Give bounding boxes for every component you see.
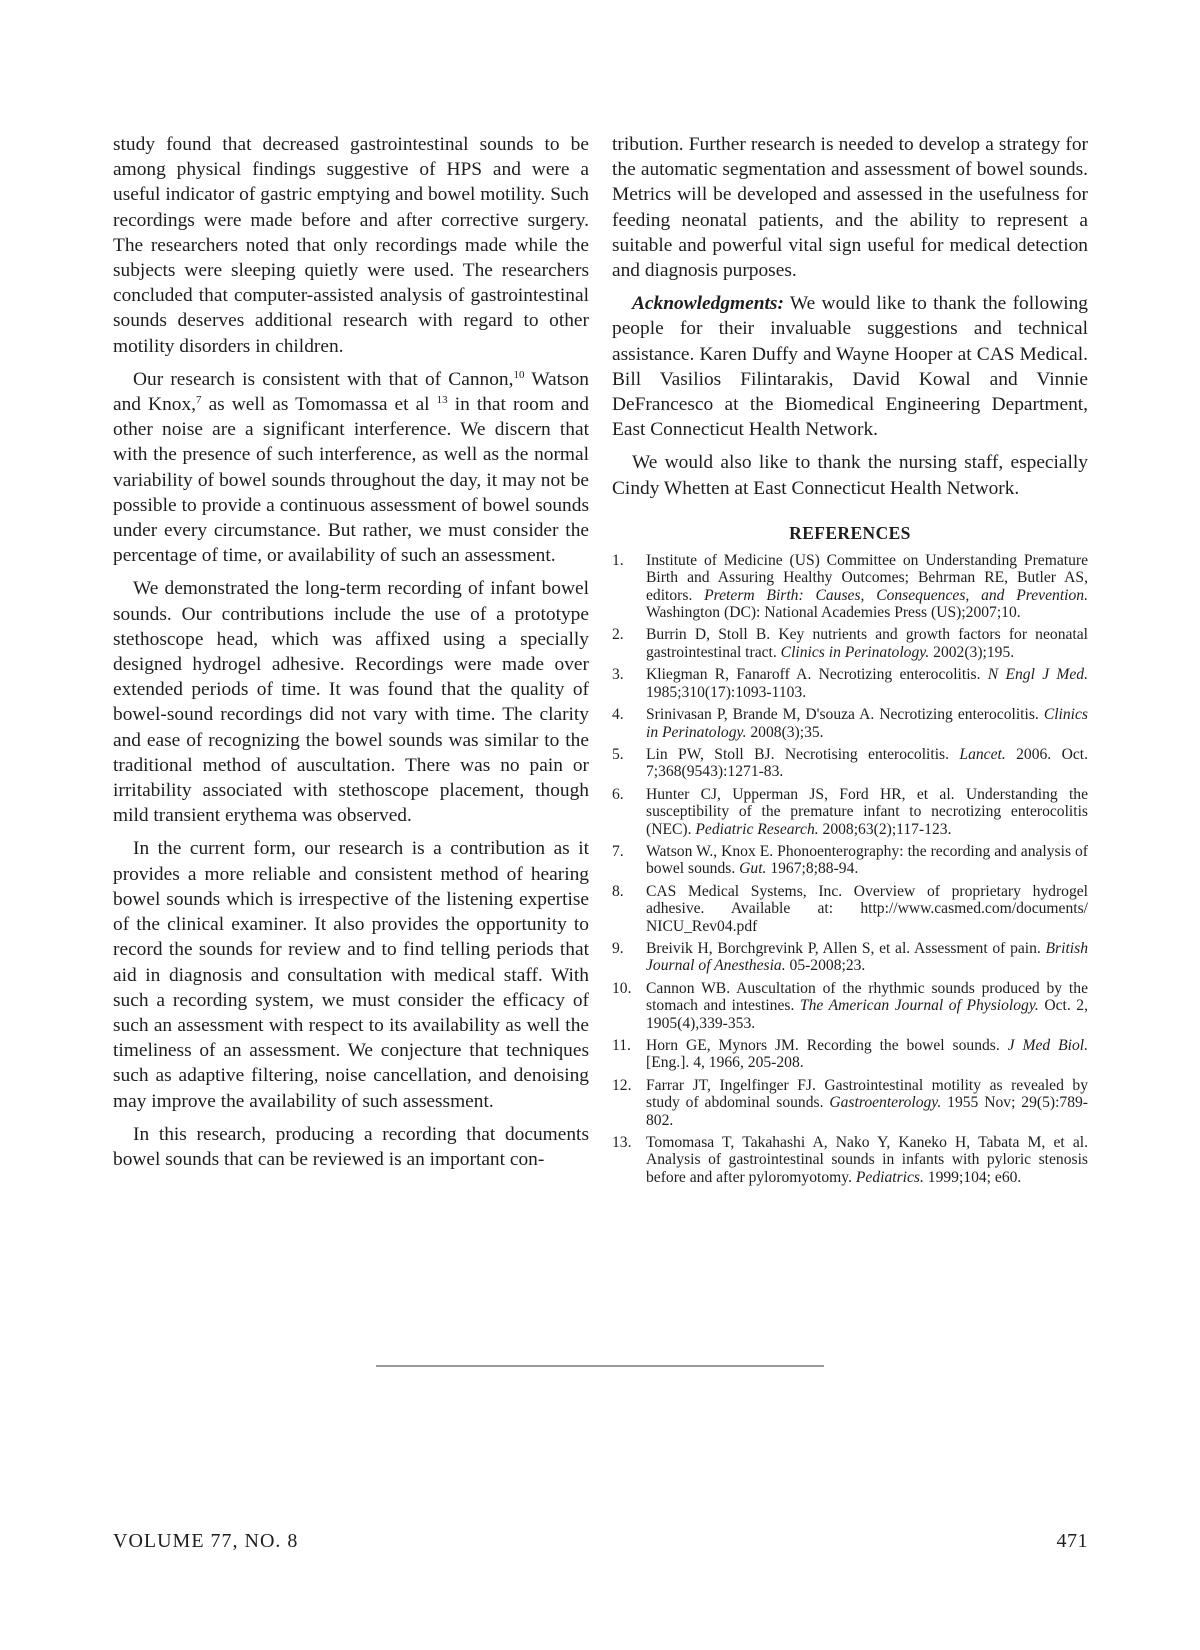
reference-text: Kliegman R, Fanaroff A. Necrotizing enterocolitis. [646,666,988,684]
reference-source-title: J Med Biol. [1007,1037,1088,1054]
reference-text: Srinivasan P, Brande M, D'souza A. Necrotizing enterocolitis. [646,706,1044,724]
reference-source-title: Pediatrics. [855,1168,924,1186]
reference-item [612,786,1088,838]
body-paragraph [113,367,589,569]
reference-text: Watson W., Knox E. Phonoenterography: the recording and analysis of bowel sounds. [646,842,1088,878]
reference-number: 10. [612,979,632,997]
reference-item [612,843,1088,878]
section-divider [376,1365,824,1367]
references-list [612,552,1088,1186]
reference-details: 2008;63(2);117-123. [818,820,952,838]
reference-item [612,1037,1088,1072]
reference-source-title: Lancet. [959,745,1006,763]
reference-number: 2. [612,626,624,644]
page-number: 471 [1056,1530,1088,1552]
reference-item [612,1134,1088,1186]
references-heading: REFERENCES [789,522,911,543]
reference-item [612,706,1088,741]
body-paragraph: We would also like to thank the nursing staff, especially Cindy Whetten at East Connecticut Health Network. [612,452,1088,499]
reference-number: 9. [612,939,624,957]
reference-number: 13. [612,1134,632,1152]
reference-item [612,746,1088,781]
reference-details: 2006. Oct. 7;368(9543):1271-83. [646,745,1089,781]
reference-number: 3. [612,666,624,684]
reference-details: Washington (DC): National Academies Press (US);2007;10. [646,604,1021,622]
reference-details: 2002(3);195. [929,643,1015,661]
reference-details: 2008(3);35. [746,723,824,741]
citation-superscript: 10 [513,368,525,381]
text-run: as well as Tomomassa et al [201,394,437,416]
reference-text: Cannon WB. Auscultation of the rhythmic sounds produced by the stomach and intestines. [646,979,1088,1015]
text-run: Our research is consistent with that of Cannon, [133,368,514,390]
reference-item [612,980,1088,1032]
reference-details: 1985;310(17):1093-1103. [646,683,807,701]
reference-text: Burrin D, Stoll B. Key nutrients and growth factors for neonatal gastrointestinal tract. [646,626,1088,661]
reference-text: Lin PW, Stoll BJ. Necrotising enterocolitis. [646,745,960,763]
reference-details: 1999;104; e60. [923,1168,1022,1186]
reference-item [612,626,1088,661]
reference-number: 11. [612,1037,631,1054]
left-column [113,132,589,1172]
reference-source-title: N Engl J Med. [987,666,1089,684]
text-run: Watson and Knox, [113,368,589,416]
reference-item [612,552,1088,622]
reference-source-title: Clinics in Perinatology. [780,643,930,661]
citation-superscript: 7 [196,394,202,407]
reference-item [612,883,1088,935]
reference-number: 12. [612,1076,632,1094]
reference-number: 4. [612,706,624,724]
right-column [612,132,1088,1191]
reference-source-title: British Journal of Anesthesia. [646,939,1088,975]
reference-text: Hunter CJ, Upperman JS, Ford HR, et al. Understanding the susceptibility of the premature infant to necrotizing enterocolitis (NEC). [646,785,1088,838]
reference-text: Tomomasa T, Takahashi A, Nako Y, Kaneko H, Tabata M, et al. Analysis of gastrointestinal sounds in infants with pyloric stenosis before and after pyloromyotomy. [646,1134,1088,1186]
reference-details: 05-2008;23. [785,957,866,975]
reference-item [612,666,1088,701]
reference-number: 7. [612,842,624,860]
text-run: in that room and other noise are a significant interference. We discern that with the presence of such interference, as well as the normal variability of bowel sounds throughout the day, it may not be possible to provide a continuous assessment of bowel sounds under every circumstance. But rather, we must consider the percentage of time, or availability of such an assessment. [113,394,589,567]
reference-number: 1. [612,551,624,569]
body-paragraph: We demonstrated the long-term recording of infant bowel sounds. Our contributions include the use of a prototype stethoscope head, which was affixed using a specially designed hydrogel adhesive. Recordings were made over extended periods of time. It was found that the quality of bowel-sound recordings did not vary with time. The clarity and ease of recognizing the bowel sounds was similar to the traditional method of auscultation. There was no pain or irritability associated with stethoscope placement, though mild transient erythema was observed. [113,578,589,827]
reference-text: CAS Medical Systems, Inc. Overview of proprietary hydrogel adhesive. Available at: http://www.casmed.com/documents/ NICU_Rev04.pdf [646,882,1088,935]
reference-number: 5. [612,745,624,763]
reference-source-title: Pediatric Research. [695,820,819,838]
reference-source-title: Gastroenterology. [829,1094,942,1112]
acknowledgments-label: Acknowledgments: [632,293,784,315]
reference-text: Horn GE, Mynors JM. Recording the bowel sounds. [646,1037,1008,1054]
reference-details: [Eng.]. 4, 1966, 205-208. [646,1054,804,1072]
reference-number: 8. [612,882,624,900]
reference-source-title: Preterm Birth: Causes, Consequences, and Prevention. [704,586,1088,604]
acknowledgments-paragraph [612,291,1088,442]
reference-text: Institute of Medicine (US) Committee on Understanding Premature Birth and Assuring Healthy Outcomes; Behrman RE, Butler AS, editors. [646,551,1088,604]
reference-item [612,940,1088,975]
reference-details: Oct. 2, 1905(4),339-353. [646,997,1088,1032]
reference-number: 6. [612,785,624,803]
citation-superscript: 13 [436,394,448,407]
body-paragraph: tribution. Further research is needed to develop a strategy for the automatic segmentation and assessment of bowel sounds. Metrics will be developed and assessed in the usefulness for feeding neonatal patients, and the ability to represent a suitable and powerful vital sign useful for medical detection and diagnosis purposes. [612,134,1088,282]
reference-source-title: The American Journal of Physiology. [799,997,1039,1015]
reference-text: Farrar JT, Ingelfinger FJ. Gastrointestinal motility as revealed by study of abdominal sounds. [646,1076,1088,1112]
reference-details: 1967;8;88-94. [766,860,859,878]
reference-text: Breivik H, Borchgrevink P, Allen S, et al. Assessment of pain. [646,939,1046,957]
body-paragraph: study found that decreased gastrointestinal sounds to be among physical findings suggestive of HPS and were a useful indicator of gastric emptying and bowel motility. Such recordings were made before and after corrective surgery. The researchers noted that only recordings made while the subjects were sleeping quietly were used. The researchers concluded that computer-assisted analysis of gastrointestinal sounds deserves additional research with regard to other motility disorders in children. [113,134,589,357]
acknowledgments-text: We would like to thank the following people for their invaluable suggestions and technical assistance. Karen Duffy and Wayne Hooper at CAS Medical. Bill Vasilios Filintarakis, David Kowal and Vinnie DeFrancesco at the Biomedical Engineering Department, East Connecticut Health Network. [612,293,1088,441]
reference-source-title: Clinics in Perinatology. [646,706,1088,741]
reference-item [612,1077,1088,1129]
journal-volume: VOLUME 77, NO. 8 [113,1530,299,1552]
reference-details: 1955 Nov; 29(5):789-802. [646,1094,1088,1129]
reference-source-title: Gut. [739,860,767,878]
body-paragraph: In the current form, our research is a contribution as it provides a more reliable and consistent method of hearing bowel sounds which is irrespective of the listening expertise of the clinical examiner. It also provides the opportunity to record the sounds for review and to find telling periods that aid in diagnosis and consultation with medical staff. With such a recording system, we must consider the efficacy of such an assessment with respect to its availability as well the timeliness of an assessment. We conjecture that techniques such as adaptive filtering, noise cancellation, and denoising may improve the availability of such assessment. [113,838,589,1112]
body-paragraph: In this research, producing a recording that documents bowel sounds that can be reviewed is an important con- [113,1123,589,1170]
